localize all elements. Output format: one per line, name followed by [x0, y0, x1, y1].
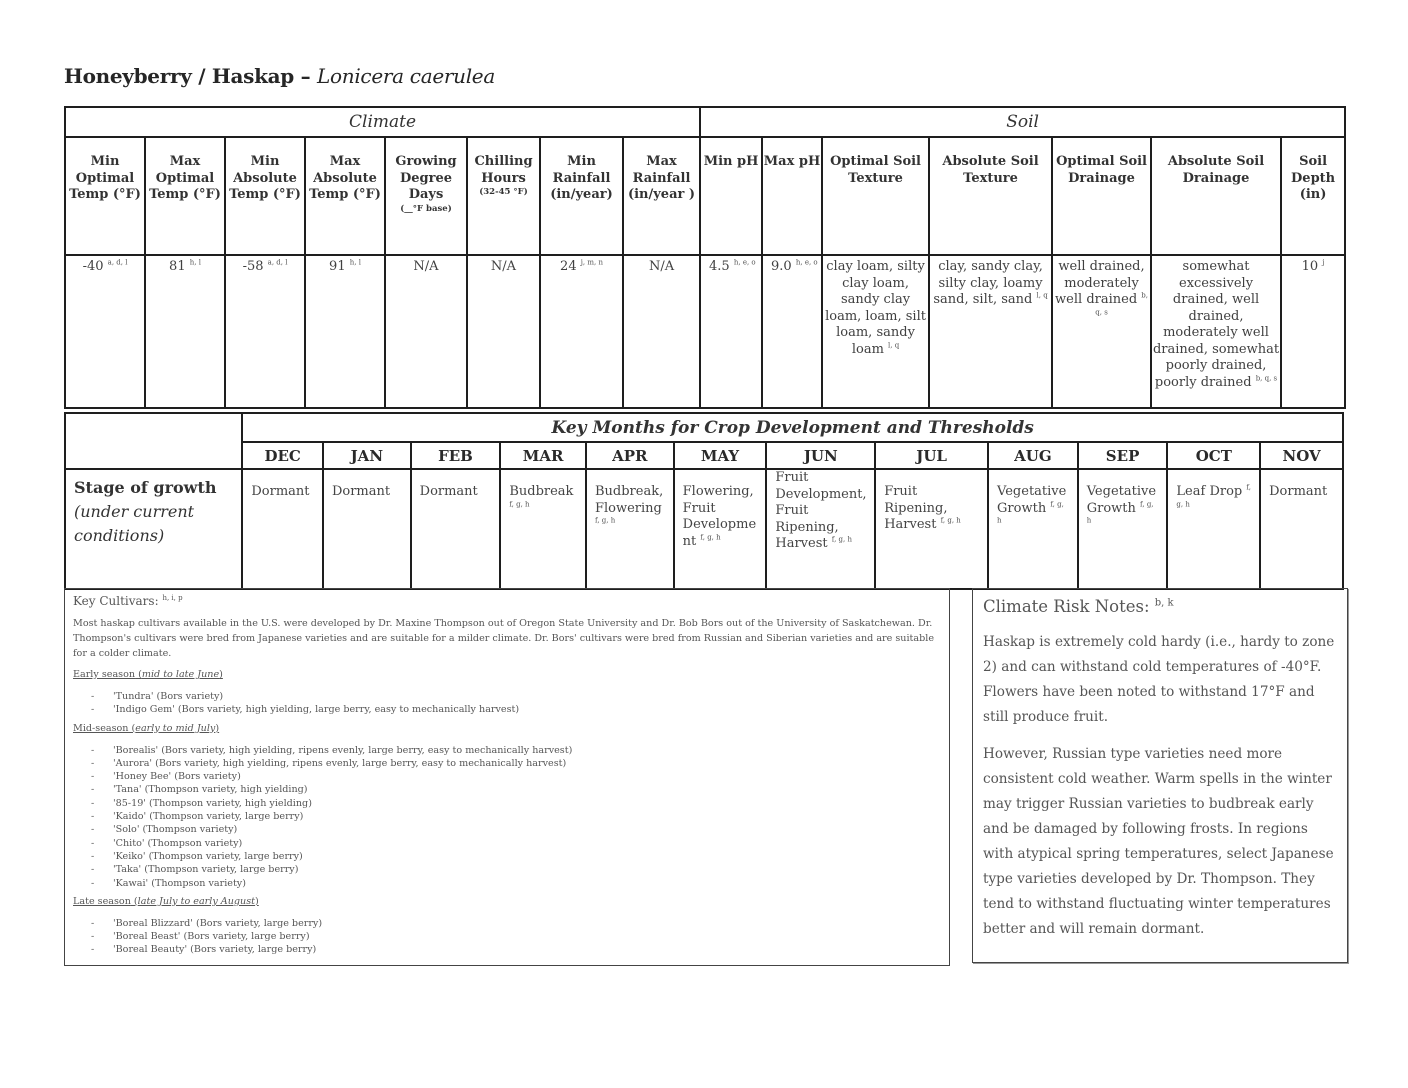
column-header-text: Growing Degree Days — [395, 154, 457, 202]
climate-risk-heading — [983, 597, 1337, 616]
column-value — [1052, 255, 1151, 408]
column-value — [540, 255, 623, 408]
column-value — [225, 255, 305, 408]
value-text: N/A — [648, 259, 675, 274]
stage-text: Dormant — [419, 484, 478, 499]
value-text: -40 — [82, 259, 104, 274]
stage-cell-jan — [323, 469, 411, 589]
stage-text: Flowering, Fruit Developme nt — [682, 484, 757, 549]
soil-group-header: Soil — [700, 107, 1345, 137]
column-header — [225, 137, 305, 255]
month-header-sep: SEP — [1078, 442, 1168, 469]
stage-text: Fruit Development, Fruit Ripening, Harvest — [775, 470, 867, 551]
reference-superscript: l, q — [1036, 291, 1048, 300]
column-header — [1151, 137, 1281, 255]
cultivar-section-title: Late season (late July to early August) — [73, 895, 259, 907]
stage-cell-may — [674, 469, 767, 589]
key-cultivars-heading — [73, 594, 941, 608]
month-header-mar: MAR — [500, 442, 586, 469]
value-text: clay loam, silty clay loam, sandy clay loam, loam, silt loam, sandy loam — [825, 259, 926, 357]
value-text: 10 — [1301, 259, 1319, 274]
reference-superscript: a, d, l — [107, 258, 128, 267]
column-header-text: Optimal Soil Texture — [830, 154, 921, 186]
column-header-text: Min Rainfall (in/year) — [550, 154, 613, 202]
cultivar-item: - 'Kaido' (Thompson variety, large berry) — [73, 810, 941, 823]
value-text: somewhat excessively drained, well drained, moderately well drained, somewhat poorly drained, poorly drained — [1152, 259, 1280, 390]
column-header-note: (__°F base) — [400, 203, 452, 214]
value-text: 9.0 — [771, 259, 792, 274]
column-value — [762, 255, 822, 408]
column-header — [1281, 137, 1345, 255]
stage-cell-jul — [875, 469, 988, 589]
column-header-text: Max pH — [763, 154, 821, 169]
reference-superscript: b, q, s — [1255, 374, 1278, 383]
column-header — [540, 137, 623, 255]
key-cultivars-intro: Most haskap cultivars available in the U.S. were developed by Dr. Maxine Thompson out of Oregon State University and Dr. Bob Bors out of the University of Saskatchewan. Dr. Thompson's cultivars were bred from Japanese varieties and are suitable for a milder climate. Dr. Bors' cultivars were bred from Russian and Siberian varieties and are suitable for a colder climate. — [73, 618, 935, 659]
key-cultivars-heading-text: Key Cultivars: — [73, 594, 159, 608]
month-header-may: MAY — [674, 442, 767, 469]
column-header — [65, 137, 145, 255]
stage-text: Budbreak — [509, 484, 574, 499]
climate-soil-value-row — [65, 255, 1345, 408]
column-value — [385, 255, 467, 408]
column-value — [929, 255, 1052, 408]
section-title-note: early to mid July — [135, 722, 216, 734]
title-common-name: Honeyberry / Haskap — [64, 64, 294, 88]
section-title-note: late July to early August — [137, 895, 256, 907]
column-header-text: Chilling Hours — [474, 154, 533, 186]
cultivar-item: - 'Keiko' (Thompson variety, large berry) — [73, 850, 941, 863]
column-header — [700, 137, 762, 255]
climate-risk-notes-box — [972, 588, 1348, 963]
stage-of-growth-label — [65, 469, 242, 589]
cultivar-list — [73, 917, 941, 957]
column-value — [467, 255, 540, 408]
stage-row — [65, 469, 1343, 589]
title-scientific-name: Lonicera caerulea — [317, 64, 495, 88]
value-text: 91 — [329, 259, 346, 274]
climate-soil-header-row — [65, 137, 1345, 255]
month-header-jan: JAN — [323, 442, 411, 469]
column-header — [1052, 137, 1151, 255]
stage-cell-dec — [242, 469, 323, 589]
value-text: 81 — [169, 259, 186, 274]
value-text: well drained, moderately well drained — [1055, 259, 1145, 307]
stage-text: Leaf Drop — [1176, 484, 1243, 499]
column-header-note: (32-45 °F) — [479, 187, 528, 197]
stage-text: Vegetative Growth — [1086, 484, 1157, 516]
month-header-oct: OCT — [1167, 442, 1260, 469]
column-value — [700, 255, 762, 408]
cultivar-item: - 'Boreal Beauty' (Bors variety, large berry) — [73, 943, 941, 956]
column-header — [929, 137, 1052, 255]
value-text: clay, sandy clay, silty clay, loamy sand, silt, sand — [933, 259, 1043, 307]
column-header — [145, 137, 225, 255]
cultivar-item: - 'Kawai' (Thompson variety) — [73, 877, 941, 890]
month-header-dec: DEC — [242, 442, 323, 469]
section-title-text: Late season — [73, 895, 131, 907]
reference-superscript: j — [1322, 258, 1325, 267]
cultivar-section-title: Early season (mid to late June) — [73, 669, 223, 680]
month-header-apr: APR — [586, 442, 674, 469]
cultivar-sections — [73, 669, 941, 957]
title-dash: – — [293, 64, 318, 88]
cultivar-item: - 'Indigo Gem' (Bors variety, high yielding, large berry, easy to mechanically harvest) — [73, 703, 941, 716]
cultivar-section-title: Mid-season (early to mid July) — [73, 722, 220, 734]
key-cultivars-refs: h, i, p — [162, 594, 183, 602]
value-text: 4.5 — [709, 259, 730, 274]
climate-risk-paragraph-2: However, Russian type varieties need more consistent cold weather. Warm spells in the winter may trigger Russian varieties to budbreak early and be damaged by following frosts. In regions with atypical spring temperatures, select Japanese type varieties developed by Dr. Thompson. They tend to withstand fluctuating winter temperatures better and will remain dormant. — [983, 746, 1334, 937]
stage-label-italic: (under current conditions) — [74, 502, 195, 545]
column-header — [822, 137, 929, 255]
value-text: N/A — [490, 259, 517, 274]
stage-text: Budbreak, Flowering — [594, 484, 664, 516]
stage-cell-mar — [500, 469, 586, 589]
reference-superscript: f, g, h — [1086, 500, 1154, 525]
section-title-text: Early season — [73, 669, 136, 680]
column-value — [822, 255, 929, 408]
reference-superscript: j, m, n — [580, 258, 603, 267]
column-header — [762, 137, 822, 255]
stage-text: Fruit Ripening, Harvest — [884, 484, 948, 532]
column-value — [145, 255, 225, 408]
key-months-table — [64, 412, 1344, 590]
reference-superscript: h, l — [189, 258, 201, 267]
column-value — [1151, 255, 1281, 408]
reference-superscript: f, g, h — [940, 516, 961, 525]
stage-cell-jun — [766, 469, 875, 589]
stage-text: Vegetative Growth — [997, 484, 1067, 516]
reference-superscript: a, d, l — [267, 258, 288, 267]
stage-cell-oct — [1167, 469, 1260, 589]
cultivar-item: - 'Boreal Blizzard' (Bors variety, large berry) — [73, 917, 941, 930]
climate-soil-table — [64, 106, 1346, 409]
cultivar-item: - 'Aurora' (Bors variety, high yielding, ripens evenly, large berry, easy to mechanically harvest) — [73, 757, 941, 770]
key-cultivars-box — [64, 588, 950, 966]
stage-cell-sep — [1078, 469, 1168, 589]
month-header-nov: NOV — [1260, 442, 1343, 469]
month-header-jun: JUN — [766, 442, 875, 469]
month-header-feb: FEB — [411, 442, 501, 469]
months-table-corner — [65, 413, 242, 469]
reference-superscript: h, e, o — [733, 258, 756, 267]
column-header — [623, 137, 700, 255]
cultivar-list — [73, 744, 941, 890]
value-text: N/A — [413, 259, 439, 274]
value-text: -58 — [242, 259, 264, 274]
stage-cell-apr — [586, 469, 674, 589]
cultivar-item: - 'Boreal Beast' (Bors variety, large berry) — [73, 930, 941, 943]
stage-text: Dormant — [331, 484, 391, 499]
cultivar-item: - 'Tana' (Thompson variety, high yielding) — [73, 783, 941, 796]
section-title-text: Mid-season — [73, 722, 129, 734]
column-header — [385, 137, 467, 255]
column-header-text: Max Absolute Temp (°F) — [309, 154, 381, 202]
column-header-text: Optimal Soil Drainage — [1056, 154, 1147, 186]
climate-risk-refs: b, k — [1154, 597, 1174, 609]
column-value — [65, 255, 145, 408]
cultivar-item: - '85-19' (Thompson variety, high yielding) — [73, 797, 941, 810]
column-header-text: Max Optimal Temp (°F) — [149, 154, 221, 202]
stage-label-bold: Stage of growth — [74, 478, 217, 497]
reference-superscript: b, q, s — [1095, 291, 1149, 317]
stage-text: Dormant — [251, 484, 310, 499]
month-header-aug: AUG — [988, 442, 1078, 469]
column-value — [305, 255, 385, 408]
column-header-text: Min Optimal Temp (°F) — [69, 154, 141, 202]
cultivar-item: - 'Tundra' (Bors variety) — [73, 690, 941, 703]
reference-superscript: f, g, h — [831, 535, 852, 544]
column-header-text: Min Absolute Temp (°F) — [229, 154, 301, 202]
cultivar-item: - 'Honey Bee' (Bors variety) — [73, 770, 941, 783]
cultivar-item: - 'Solo' (Thompson variety) — [73, 823, 941, 836]
stage-text: Dormant — [1269, 484, 1328, 499]
stage-cell-aug — [988, 469, 1078, 589]
cultivar-list — [73, 690, 941, 717]
column-header — [305, 137, 385, 255]
column-header-text: Soil Depth (in) — [1291, 154, 1336, 202]
column-header-text: Absolute Soil Drainage — [1167, 154, 1265, 186]
stage-cell-nov — [1260, 469, 1343, 589]
cultivar-item: - 'Taka' (Thompson variety, large berry) — [73, 863, 941, 876]
column-header-text: Max Rainfall (in/year ) — [627, 154, 696, 202]
stage-cell-feb — [411, 469, 501, 589]
column-value — [623, 255, 700, 408]
reference-superscript: f, g, h — [700, 533, 721, 542]
reference-superscript: h, e, o — [795, 258, 818, 267]
value-text: 24 — [560, 259, 577, 274]
reference-superscript: f, g, h — [594, 516, 616, 525]
column-header-text: Min pH — [703, 154, 759, 169]
month-header-jul: JUL — [875, 442, 988, 469]
section-title-note: mid to late June — [141, 669, 220, 680]
climate-risk-heading-text: Climate Risk Notes: — [983, 597, 1150, 616]
reference-superscript: f, g, h — [509, 500, 530, 509]
reference-superscript: l, q — [888, 341, 900, 350]
reference-superscript: h, l — [349, 258, 361, 267]
climate-group-header: Climate — [65, 107, 700, 137]
column-header — [467, 137, 540, 255]
reference-superscript: f, g, h — [997, 500, 1064, 525]
column-value — [1281, 255, 1345, 408]
key-months-header: Key Months for Crop Development and Thresholds — [242, 413, 1343, 442]
cultivar-item: - 'Borealis' (Bors variety, high yielding, ripens evenly, large berry, easy to mechanically harvest) — [73, 744, 941, 757]
climate-risk-paragraph-1: Haskap is extremely cold hardy (i.e., hardy to zone 2) and can withstand cold temperatures of -40°F. Flowers have been noted to withstand 17°F and still produce fruit. — [983, 634, 1335, 725]
reference-superscript: f, g, h — [1176, 483, 1251, 509]
page-title — [64, 64, 495, 88]
month-header-row — [65, 442, 1343, 469]
column-header-text: Absolute Soil Texture — [942, 154, 1039, 186]
cultivar-item: - 'Chito' (Thompson variety) — [73, 837, 941, 850]
